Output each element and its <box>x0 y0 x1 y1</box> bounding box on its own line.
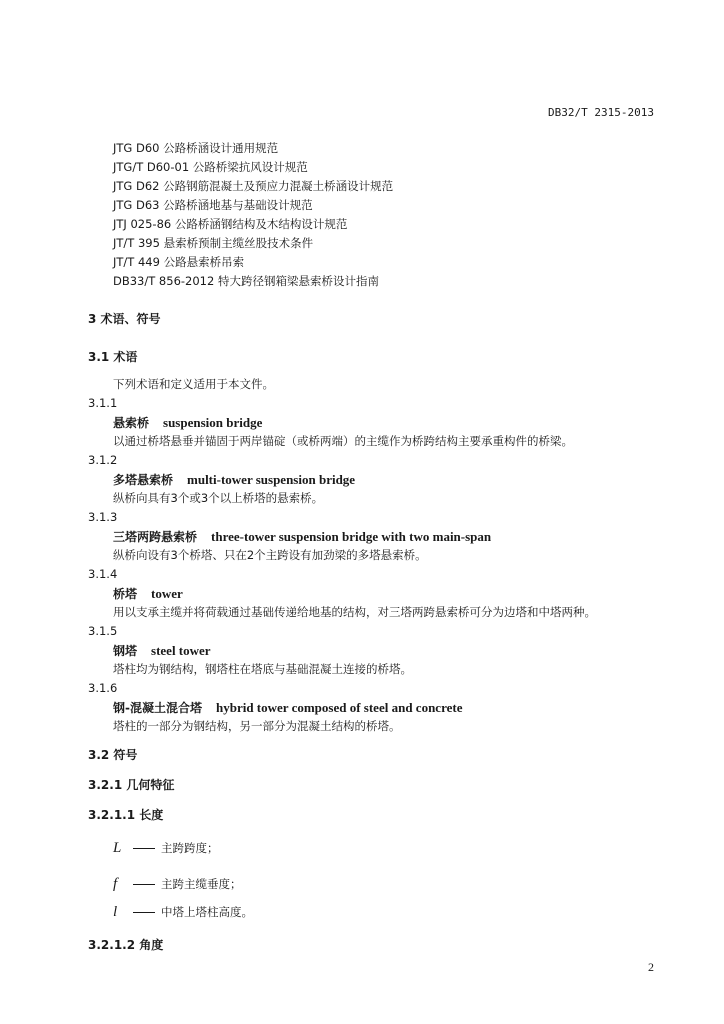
document-code: DB32/T 2315-2013 <box>548 106 654 119</box>
term-en: suspension bridge <box>163 415 263 430</box>
symbol-row <box>113 840 219 857</box>
term-number: 3.1.3 <box>88 510 118 524</box>
term-number: 3.1.6 <box>88 681 118 695</box>
term-number: 3.1.1 <box>88 396 118 410</box>
term-title <box>113 528 491 545</box>
term-title <box>113 414 262 431</box>
term-cn: 三塔两跨悬索桥 <box>113 530 198 544</box>
symbol-variable: L <box>113 840 122 856</box>
dash-icon <box>133 912 155 913</box>
section-heading-3-1: 3.1 术语 <box>88 350 138 364</box>
symbol-description: 主跨跨度； <box>161 841 219 855</box>
term-definition: 用以支承主缆并将荷载通过基础传递给地基的结构，对三塔两跨悬索桥可分为边塔和中塔两种。 <box>113 605 596 619</box>
term-en: tower <box>151 586 183 601</box>
term-number: 3.1.5 <box>88 624 118 638</box>
reference-item: JT/T 395 悬索桥预制主缆丝股技术条件 <box>113 236 314 250</box>
term-title <box>113 585 183 602</box>
term-title <box>113 699 462 716</box>
term-cn: 多塔悬索桥 <box>113 473 174 487</box>
term-title <box>113 471 355 488</box>
term-cn: 钢塔 <box>113 644 138 658</box>
reference-item: JTJ 025-86 公路桥涵钢结构及木结构设计规范 <box>113 217 348 231</box>
term-en: multi-tower suspension bridge <box>187 472 356 487</box>
term-cn: 悬索桥 <box>113 416 150 430</box>
symbol-description: 中塔上塔柱高度。 <box>161 905 253 919</box>
symbol-variable: l <box>113 904 118 920</box>
reference-item: JTG D62 公路钢筋混凝土及预应力混凝土桥涵设计规范 <box>113 179 394 193</box>
term-en: steel tower <box>151 643 211 658</box>
section-heading-3-2-1-2: 3.2.1.2 角度 <box>88 938 164 952</box>
term-number: 3.1.2 <box>88 453 118 467</box>
term-title <box>113 642 211 659</box>
page-number: 2 <box>648 960 654 974</box>
term-definition: 纵桥向设有3个桥塔、只在2个主跨设有加劲梁的多塔悬索桥。 <box>113 548 427 562</box>
term-cn: 钢-混凝土混合塔 <box>113 701 202 715</box>
reference-item: DB33/T 856-2012 特大跨径钢箱梁悬索桥设计指南 <box>113 274 379 288</box>
reference-item: JTG/T D60-01 公路桥梁抗风设计规范 <box>113 160 308 174</box>
term-cn: 桥塔 <box>113 587 138 601</box>
symbol-row <box>113 904 253 921</box>
section-heading-3: 3 术语、符号 <box>88 312 161 326</box>
symbol-description: 主跨主缆垂度； <box>161 877 242 891</box>
term-definition: 纵桥向具有3个或3个以上桥塔的悬索桥。 <box>113 491 324 505</box>
term-definition: 塔柱均为钢结构，钢塔柱在塔底与基础混凝土连接的桥塔。 <box>113 662 412 676</box>
terms-intro: 下列术语和定义适用于本文件。 <box>113 377 274 391</box>
term-en: three-tower suspension bridge with two main-span <box>211 529 492 544</box>
symbol-variable: f <box>113 876 118 892</box>
term-number: 3.1.4 <box>88 567 118 581</box>
term-definition: 塔柱的一部分为钢结构，另一部分为混凝土结构的桥塔。 <box>113 719 401 733</box>
section-heading-3-2: 3.2 符号 <box>88 748 138 762</box>
reference-item: JT/T 449 公路悬索桥吊索 <box>113 255 245 269</box>
symbol-row <box>113 876 242 893</box>
dash-icon <box>133 884 155 885</box>
reference-item: JTG D60 公路桥涵设计通用规范 <box>113 141 279 155</box>
reference-item: JTG D63 公路桥涵地基与基础设计规范 <box>113 198 313 212</box>
section-heading-3-2-1-1: 3.2.1.1 长度 <box>88 808 164 822</box>
term-definition: 以通过桥塔悬垂并锚固于两岸锚碇（或桥两端）的主缆作为桥跨结构主要承重构件的桥梁。 <box>113 434 573 448</box>
section-heading-3-2-1: 3.2.1 几何特征 <box>88 778 175 792</box>
dash-icon <box>133 848 155 849</box>
term-en: hybrid tower composed of steel and concrete <box>215 700 463 715</box>
